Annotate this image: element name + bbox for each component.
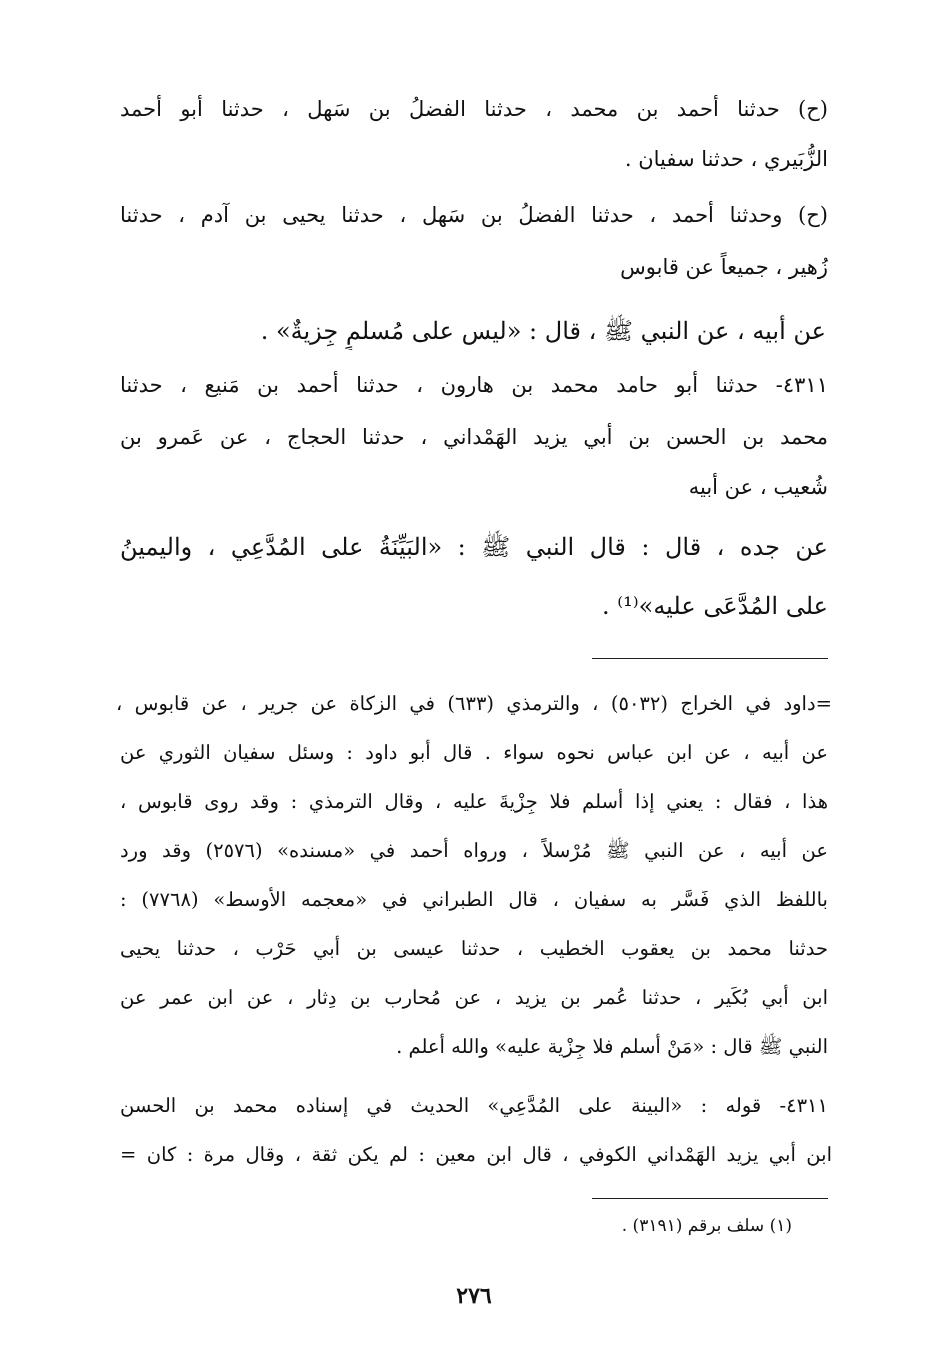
hadith-text: على المُدَّعَى عليه»⁽¹⁾ .: [601, 592, 828, 620]
page-number: ٢٧٦: [456, 1283, 492, 1309]
separator-rule: [592, 658, 828, 659]
body-line: زُهير ، جميعاً عن قابوس: [620, 255, 828, 279]
footnote: (١) سلف برقم (٣١٩١) .: [621, 1216, 792, 1236]
body-line: (ح) حدثنا أحمد بن محمد ، حدثنا الفضلُ بن سَهل ، حدثنا أبو أحمد: [120, 97, 828, 121]
body-line: شُعيب ، عن أبيه: [688, 475, 828, 499]
note-line: هذا ، فقال : يعني إذا أسلم فلا جِزْيةَ عليه ، وقال الترمذي : وقد روى قابوس ،: [120, 790, 828, 813]
body-line: (ح) وحدثنا أحمد ، حدثنا الفضلُ بن سَهل ، حدثنا يحيى بن آدم ، حدثنا: [120, 203, 828, 227]
note-line: ابن أبي يزيد الهَمْداني الكوفي ، قال ابن معين : لم يكن ثقة ، وقال مرة : كان =: [120, 1143, 832, 1166]
note-line: النبي ﷺ قال : «مَنْ أسلم فلا جِزْية عليه» والله أعلم .: [396, 1035, 828, 1058]
note-line: =داود في الخراج (٥٠٣٢) ، والترمذي (٦٣٣) في الزكاة عن جرير ، عن قابوس ،: [116, 692, 832, 715]
note-line: ابن أبي بُكَير ، حدثنا عُمر بن يزيد ، عن مُحارب بن دِثار ، عن ابن عمر عن: [120, 986, 828, 1009]
note-line: حدثنا محمد بن يعقوب الخطيب ، حدثنا عيسى بن أبي حَرْب ، حدثنا يحيى: [120, 937, 828, 960]
footnote-rule: [592, 1198, 828, 1199]
body-line: محمد بن الحسن بن أبي يزيد الهَمْداني ، حدثنا الحجاج ، عن عَمرو بن: [120, 425, 828, 449]
note-line: باللفظ الذي فَسَّر به سفيان ، قال الطبراني في «معجمه الأوسط» (٧٧٦٨) :: [120, 888, 828, 911]
hadith-text: عن أبيه ، عن النبي ﷺ ، قال : «ليس على مُسلمٍ جِزيةٌ» .: [260, 317, 826, 345]
hadith-number-line: ٤٣١١- حدثنا أبو حامد محمد بن هارون ، حدثنا أحمد بن مَنيع ، حدثنا: [120, 373, 828, 397]
note-line: عن أبيه ، عن ابن عباس نحوه سواء . قال أبو داود : وسئل سفيان الثوري عن: [120, 741, 828, 764]
note-line: عن أبيه ، عن النبي ﷺ مُرْسلاً ، ورواه أحمد في «مسنده» (٢٥٧٦) وقد ورد: [120, 839, 828, 862]
note-line: ٤٣١١- قوله : «البينة على المُدَّعِي» الحديث في إسناده محمد بن الحسن: [120, 1094, 828, 1117]
body-line: الزُّبَيري ، حدثنا سفيان .: [624, 147, 828, 171]
hadith-text: عن جده ، قال : قال النبي ﷺ : «البَيِّنَةُ على المُدَّعِي ، واليمينُ: [120, 533, 828, 561]
